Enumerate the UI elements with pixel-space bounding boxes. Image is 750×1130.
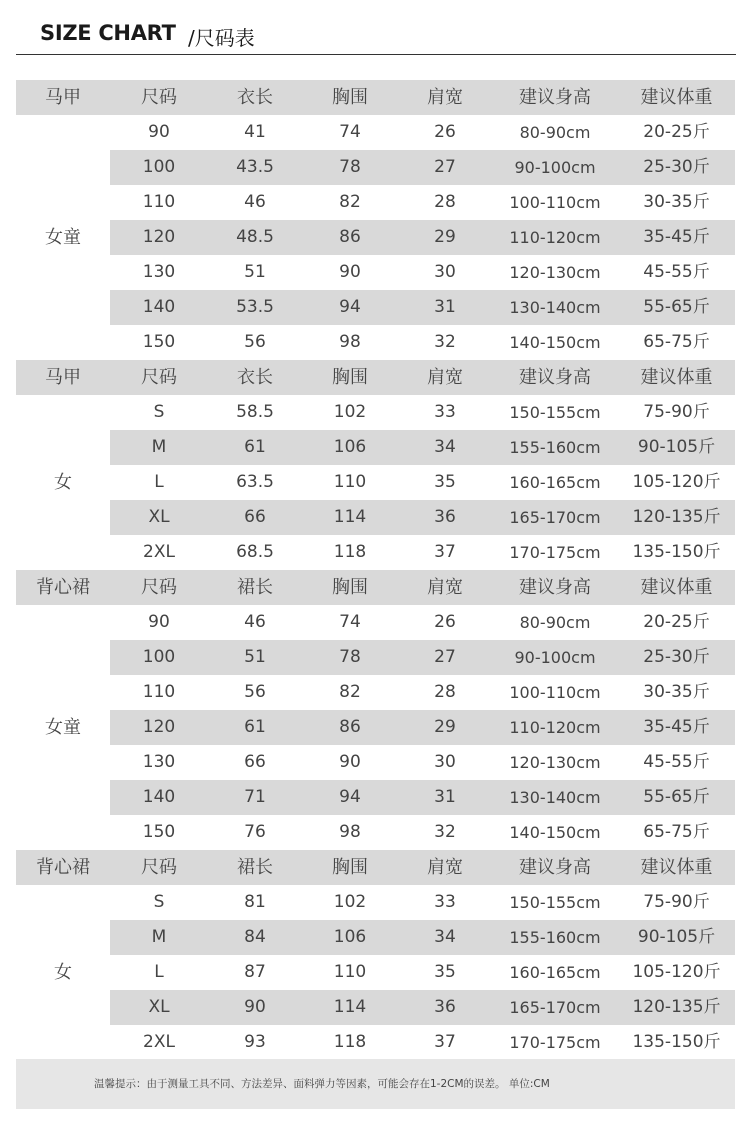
table-row — [16, 255, 735, 290]
cell-weight: 135-150斤 — [632, 542, 721, 562]
cell-height: 140-150cm — [509, 823, 601, 842]
cell-weight: 75-90斤 — [643, 892, 710, 912]
cell-size: L — [154, 472, 164, 492]
table-row — [16, 1025, 735, 1060]
cell-length: 58.5 — [236, 402, 274, 422]
cell-height: 110-120cm — [509, 228, 601, 247]
cell-size: XL — [148, 997, 170, 1017]
table-header-row — [16, 80, 735, 115]
table-header-row — [16, 570, 735, 605]
size-table-section — [16, 850, 735, 1060]
cell-weight: 25-30斤 — [643, 647, 710, 667]
cell-length: 68.5 — [236, 542, 274, 562]
cell-height: 120-130cm — [509, 263, 601, 282]
cell-chest: 114 — [333, 507, 367, 527]
header-cell: 胸围 — [332, 367, 368, 388]
header-cell: 建议身高 — [519, 367, 591, 388]
cell-height: 90-100cm — [514, 648, 596, 667]
cell-height: 165-170cm — [509, 508, 601, 527]
cell-length: 56 — [244, 682, 266, 702]
cell-height: 90-100cm — [514, 158, 596, 177]
cell-shoulder: 34 — [434, 927, 456, 947]
header-cell: 建议身高 — [519, 87, 591, 108]
cell-weight: 90-105斤 — [637, 927, 716, 947]
cell-length: 66 — [244, 752, 266, 772]
table-row — [16, 185, 735, 220]
cell-chest: 90 — [339, 752, 361, 772]
cell-length: 90 — [244, 997, 266, 1017]
table-row — [16, 535, 735, 570]
cell-weight: 120-135斤 — [632, 507, 721, 527]
page-header — [16, 0, 736, 55]
header-cell: 尺码 — [141, 367, 177, 388]
cell-chest: 110 — [333, 472, 367, 492]
cell-shoulder: 29 — [434, 717, 456, 737]
table-row — [16, 710, 735, 745]
group-label: 女 — [16, 885, 110, 1060]
cell-chest: 82 — [339, 192, 361, 212]
size-table-section — [16, 360, 735, 570]
cell-size: 140 — [142, 297, 176, 317]
group-label: 女童 — [16, 605, 110, 850]
cell-chest: 110 — [333, 962, 367, 982]
cell-size: 90 — [148, 612, 170, 632]
cell-size: S — [153, 892, 165, 912]
cell-height: 165-170cm — [509, 998, 601, 1017]
cell-chest: 102 — [333, 892, 367, 912]
table-row — [16, 990, 735, 1025]
cell-size: S — [153, 402, 165, 422]
title-cn: /尺码表 — [188, 26, 255, 50]
cell-height: 80-90cm — [519, 613, 591, 632]
cell-size: 100 — [142, 647, 176, 667]
cell-height: 100-110cm — [509, 193, 601, 212]
cell-size: 100 — [142, 157, 176, 177]
cell-shoulder: 28 — [434, 192, 456, 212]
title-en: SIZE CHART — [40, 21, 176, 45]
header-product-cell: 马甲 — [45, 367, 81, 388]
cell-shoulder: 36 — [434, 997, 456, 1017]
cell-chest: 86 — [339, 717, 361, 737]
header-cell: 建议体重 — [640, 367, 713, 388]
cell-length: 43.5 — [236, 157, 274, 177]
cell-weight: 120-135斤 — [632, 997, 721, 1017]
cell-chest: 74 — [339, 612, 361, 632]
cell-length: 61 — [244, 437, 266, 457]
cell-shoulder: 35 — [434, 472, 456, 492]
cell-size: 120 — [142, 717, 176, 737]
header-cell: 肩宽 — [427, 577, 463, 598]
header-cell: 裙长 — [237, 857, 273, 878]
cell-weight: 45-55斤 — [643, 752, 710, 772]
cell-length: 53.5 — [236, 297, 274, 317]
table-row — [16, 395, 735, 430]
cell-weight: 35-45斤 — [643, 227, 710, 247]
table-row — [16, 640, 735, 675]
cell-height: 150-155cm — [509, 893, 601, 912]
cell-size: 130 — [142, 262, 176, 282]
cell-shoulder: 32 — [434, 822, 456, 842]
cell-shoulder: 36 — [434, 507, 456, 527]
cell-weight: 55-65斤 — [643, 787, 710, 807]
header-cell: 胸围 — [332, 577, 368, 598]
cell-length: 66 — [244, 507, 266, 527]
header-cell: 肩宽 — [427, 857, 463, 878]
cell-weight: 65-75斤 — [643, 332, 710, 352]
cell-weight: 105-120斤 — [632, 962, 721, 982]
cell-weight: 45-55斤 — [643, 262, 710, 282]
cell-height: 155-160cm — [509, 928, 601, 947]
header-cell: 胸围 — [332, 87, 368, 108]
header-product-cell: 背心裙 — [36, 857, 90, 878]
cell-shoulder: 37 — [434, 542, 456, 562]
cell-height: 170-175cm — [509, 543, 601, 562]
cell-chest: 90 — [339, 262, 361, 282]
cell-size: 2XL — [143, 1032, 175, 1052]
cell-size: XL — [148, 507, 170, 527]
cell-size: M — [151, 437, 167, 457]
table-row — [16, 815, 735, 850]
cell-shoulder: 33 — [434, 402, 456, 422]
cell-shoulder: 30 — [434, 262, 456, 282]
cell-size: 150 — [142, 332, 176, 352]
cell-weight: 20-25斤 — [643, 612, 710, 632]
cell-shoulder: 31 — [434, 787, 456, 807]
footer-note — [16, 1059, 735, 1109]
cell-shoulder: 26 — [434, 612, 456, 632]
cell-chest: 106 — [333, 437, 367, 457]
cell-size: 110 — [142, 192, 176, 212]
cell-chest: 102 — [333, 402, 367, 422]
header-cell: 尺码 — [141, 577, 177, 598]
cell-chest: 118 — [333, 1032, 367, 1052]
cell-length: 61 — [244, 717, 266, 737]
cell-length: 84 — [244, 927, 266, 947]
cell-weight: 135-150斤 — [632, 1032, 721, 1052]
cell-chest: 106 — [333, 927, 367, 947]
table-row — [16, 220, 735, 255]
cell-shoulder: 27 — [434, 647, 456, 667]
cell-weight: 55-65斤 — [643, 297, 710, 317]
cell-shoulder: 32 — [434, 332, 456, 352]
header-cell: 尺码 — [141, 857, 177, 878]
cell-height: 160-165cm — [509, 963, 601, 982]
header-product-cell: 马甲 — [45, 87, 81, 108]
cell-weight: 20-25斤 — [643, 122, 710, 142]
cell-size: 90 — [148, 122, 170, 142]
table-row — [16, 290, 735, 325]
table-row — [16, 115, 735, 150]
cell-shoulder: 26 — [434, 122, 456, 142]
header-cell: 建议身高 — [519, 577, 591, 598]
cell-length: 46 — [244, 612, 266, 632]
cell-height: 130-140cm — [509, 298, 601, 317]
cell-chest: 86 — [339, 227, 361, 247]
cell-chest: 98 — [339, 332, 361, 352]
size-table-section — [16, 80, 735, 360]
cell-shoulder: 28 — [434, 682, 456, 702]
cell-height: 150-155cm — [509, 403, 601, 422]
header-cell: 建议体重 — [640, 857, 713, 878]
cell-height: 140-150cm — [509, 333, 601, 352]
cell-weight: 65-75斤 — [643, 822, 710, 842]
cell-chest: 78 — [339, 157, 361, 177]
header-product-cell: 背心裙 — [36, 577, 90, 598]
cell-chest: 74 — [339, 122, 361, 142]
table-row — [16, 955, 735, 990]
cell-weight: 105-120斤 — [632, 472, 721, 492]
header-cell: 建议体重 — [640, 87, 713, 108]
header-cell: 胸围 — [332, 857, 368, 878]
table-row — [16, 325, 735, 360]
header-cell: 肩宽 — [427, 367, 463, 388]
cell-size: 2XL — [143, 542, 175, 562]
size-table-section — [16, 570, 735, 850]
cell-length: 51 — [244, 647, 266, 667]
cell-weight: 30-35斤 — [643, 682, 710, 702]
cell-size: 130 — [142, 752, 176, 772]
cell-height: 130-140cm — [509, 788, 601, 807]
cell-height: 155-160cm — [509, 438, 601, 457]
footer-text: 温馨提示：由于测量工具不同、方法差异、面料弹力等因素，可能会存在1-2CM的误差。 单位:CM — [94, 1078, 550, 1090]
cell-weight: 30-35斤 — [643, 192, 710, 212]
cell-length: 71 — [244, 787, 266, 807]
header-cell: 裙长 — [237, 577, 273, 598]
cell-weight: 75-90斤 — [643, 402, 710, 422]
cell-height: 120-130cm — [509, 753, 601, 772]
cell-chest: 78 — [339, 647, 361, 667]
cell-height: 110-120cm — [509, 718, 601, 737]
group-label: 女童 — [16, 115, 110, 360]
table-row — [16, 920, 735, 955]
cell-chest: 98 — [339, 822, 361, 842]
table-row — [16, 430, 735, 465]
cell-shoulder: 30 — [434, 752, 456, 772]
cell-length: 63.5 — [236, 472, 274, 492]
cell-length: 41 — [244, 122, 266, 142]
cell-size: M — [151, 927, 167, 947]
table-row — [16, 745, 735, 780]
table-row — [16, 885, 735, 920]
group-label: 女 — [16, 395, 110, 570]
cell-weight: 25-30斤 — [643, 157, 710, 177]
cell-height: 170-175cm — [509, 1033, 601, 1052]
cell-height: 100-110cm — [509, 683, 601, 702]
table-header-row — [16, 850, 735, 885]
cell-chest: 114 — [333, 997, 367, 1017]
cell-length: 76 — [244, 822, 266, 842]
cell-length: 48.5 — [236, 227, 274, 247]
cell-chest: 118 — [333, 542, 367, 562]
cell-length: 51 — [244, 262, 266, 282]
table-row — [16, 675, 735, 710]
table-row — [16, 780, 735, 815]
cell-chest: 94 — [339, 297, 361, 317]
cell-chest: 94 — [339, 787, 361, 807]
cell-length: 56 — [244, 332, 266, 352]
header-cell: 衣长 — [237, 367, 273, 388]
cell-size: 110 — [142, 682, 176, 702]
cell-size: 150 — [142, 822, 176, 842]
cell-height: 160-165cm — [509, 473, 601, 492]
cell-shoulder: 27 — [434, 157, 456, 177]
cell-weight: 35-45斤 — [643, 717, 710, 737]
cell-length: 46 — [244, 192, 266, 212]
cell-shoulder: 31 — [434, 297, 456, 317]
table-row — [16, 500, 735, 535]
cell-length: 87 — [244, 962, 266, 982]
header-cell: 建议身高 — [519, 857, 591, 878]
cell-weight: 90-105斤 — [637, 437, 716, 457]
cell-shoulder: 35 — [434, 962, 456, 982]
table-row — [16, 150, 735, 185]
cell-length: 93 — [244, 1032, 266, 1052]
table-header-row — [16, 360, 735, 395]
header-cell: 建议体重 — [640, 577, 713, 598]
cell-height: 80-90cm — [519, 123, 591, 142]
cell-size: L — [154, 962, 164, 982]
header-cell: 肩宽 — [427, 87, 463, 108]
cell-size: 120 — [142, 227, 176, 247]
cell-chest: 82 — [339, 682, 361, 702]
cell-shoulder: 29 — [434, 227, 456, 247]
table-row — [16, 465, 735, 500]
cell-shoulder: 34 — [434, 437, 456, 457]
table-row — [16, 605, 735, 640]
header-cell: 衣长 — [237, 87, 273, 108]
cell-shoulder: 37 — [434, 1032, 456, 1052]
header-cell: 尺码 — [141, 87, 177, 108]
cell-shoulder: 33 — [434, 892, 456, 912]
cell-length: 81 — [244, 892, 266, 912]
cell-size: 140 — [142, 787, 176, 807]
